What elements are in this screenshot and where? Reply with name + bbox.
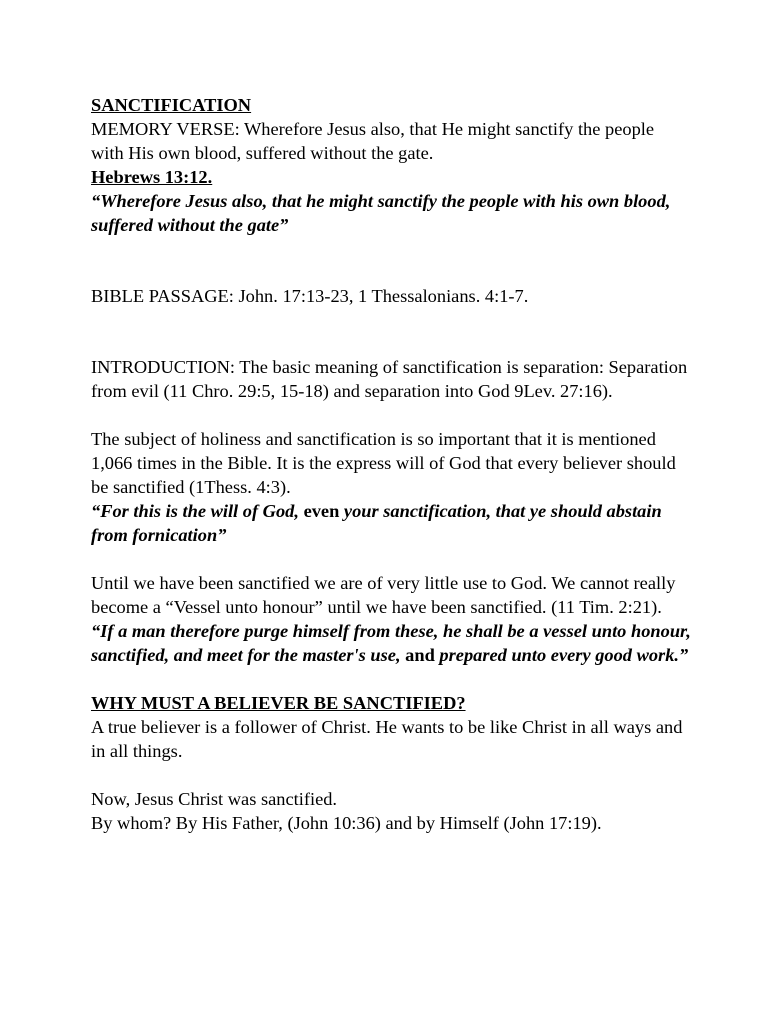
quote-segment: prepared unto every good work.” bbox=[434, 645, 689, 665]
quote-segment: your sanctification, that ye should abstain from fornication” bbox=[91, 501, 662, 545]
document-title: SANCTIFICATION bbox=[91, 95, 252, 115]
spacer bbox=[91, 547, 691, 571]
by-whom-line: By whom? By His Father, (John 10:36) and by Himself (John 17:19). bbox=[91, 813, 602, 833]
spacer bbox=[91, 403, 691, 427]
document-page bbox=[91, 93, 691, 835]
believer-paragraph: A true believer is a follower of Christ. He wants to be like Christ in all ways and in all things. bbox=[91, 717, 683, 761]
bible-passage: BIBLE PASSAGE: John. 17:13-23, 1 Thessalonians. 4:1-7. bbox=[91, 286, 529, 306]
spacer bbox=[91, 763, 691, 787]
holiness-paragraph: The subject of holiness and sanctification is so important that it is mentioned 1,066 times in the Bible. It is the express will of God that every believer should be sanctified (1Thess. 4:3). bbox=[91, 429, 676, 497]
until-paragraph: Until we have been sanctified we are of very little use to God. We cannot really become a “Vessel unto honour” until we have been sanctified. (11 Tim. 2:21). bbox=[91, 573, 676, 617]
quote-segment: and bbox=[405, 645, 435, 665]
memory-verse-reference: Hebrews 13:12. bbox=[91, 167, 213, 187]
memory-verse: MEMORY VERSE: Wherefore Jesus also, that He might sanctify the people with His own blood, suffered without the gate. bbox=[91, 119, 655, 163]
introduction-paragraph: INTRODUCTION: The basic meaning of sanctification is separation: Separation from evil (11 Chro. 29:5, 15-18) and separation into God 9Lev. 27:16). bbox=[91, 357, 688, 401]
vessel-quote bbox=[91, 619, 691, 667]
will-of-god-quote bbox=[91, 499, 691, 547]
quote-segment: even bbox=[303, 501, 340, 521]
spacer bbox=[91, 308, 691, 355]
spacer bbox=[91, 667, 691, 691]
why-sanctified-heading: WHY MUST A BELIEVER BE SANCTIFIED? bbox=[91, 693, 466, 713]
quote-segment: “For this is the will of God, bbox=[91, 501, 304, 521]
memory-verse-quote: “Wherefore Jesus also, that he might sanctify the people with his own blood, suffered without the gate” bbox=[91, 191, 671, 235]
quote-segment: “If a man therefore purge himself from these, he shall be a vessel unto honour, sanctified, and meet for the master's use, bbox=[91, 621, 691, 665]
now-line: Now, Jesus Christ was sanctified. bbox=[91, 789, 338, 809]
spacer bbox=[91, 237, 691, 284]
